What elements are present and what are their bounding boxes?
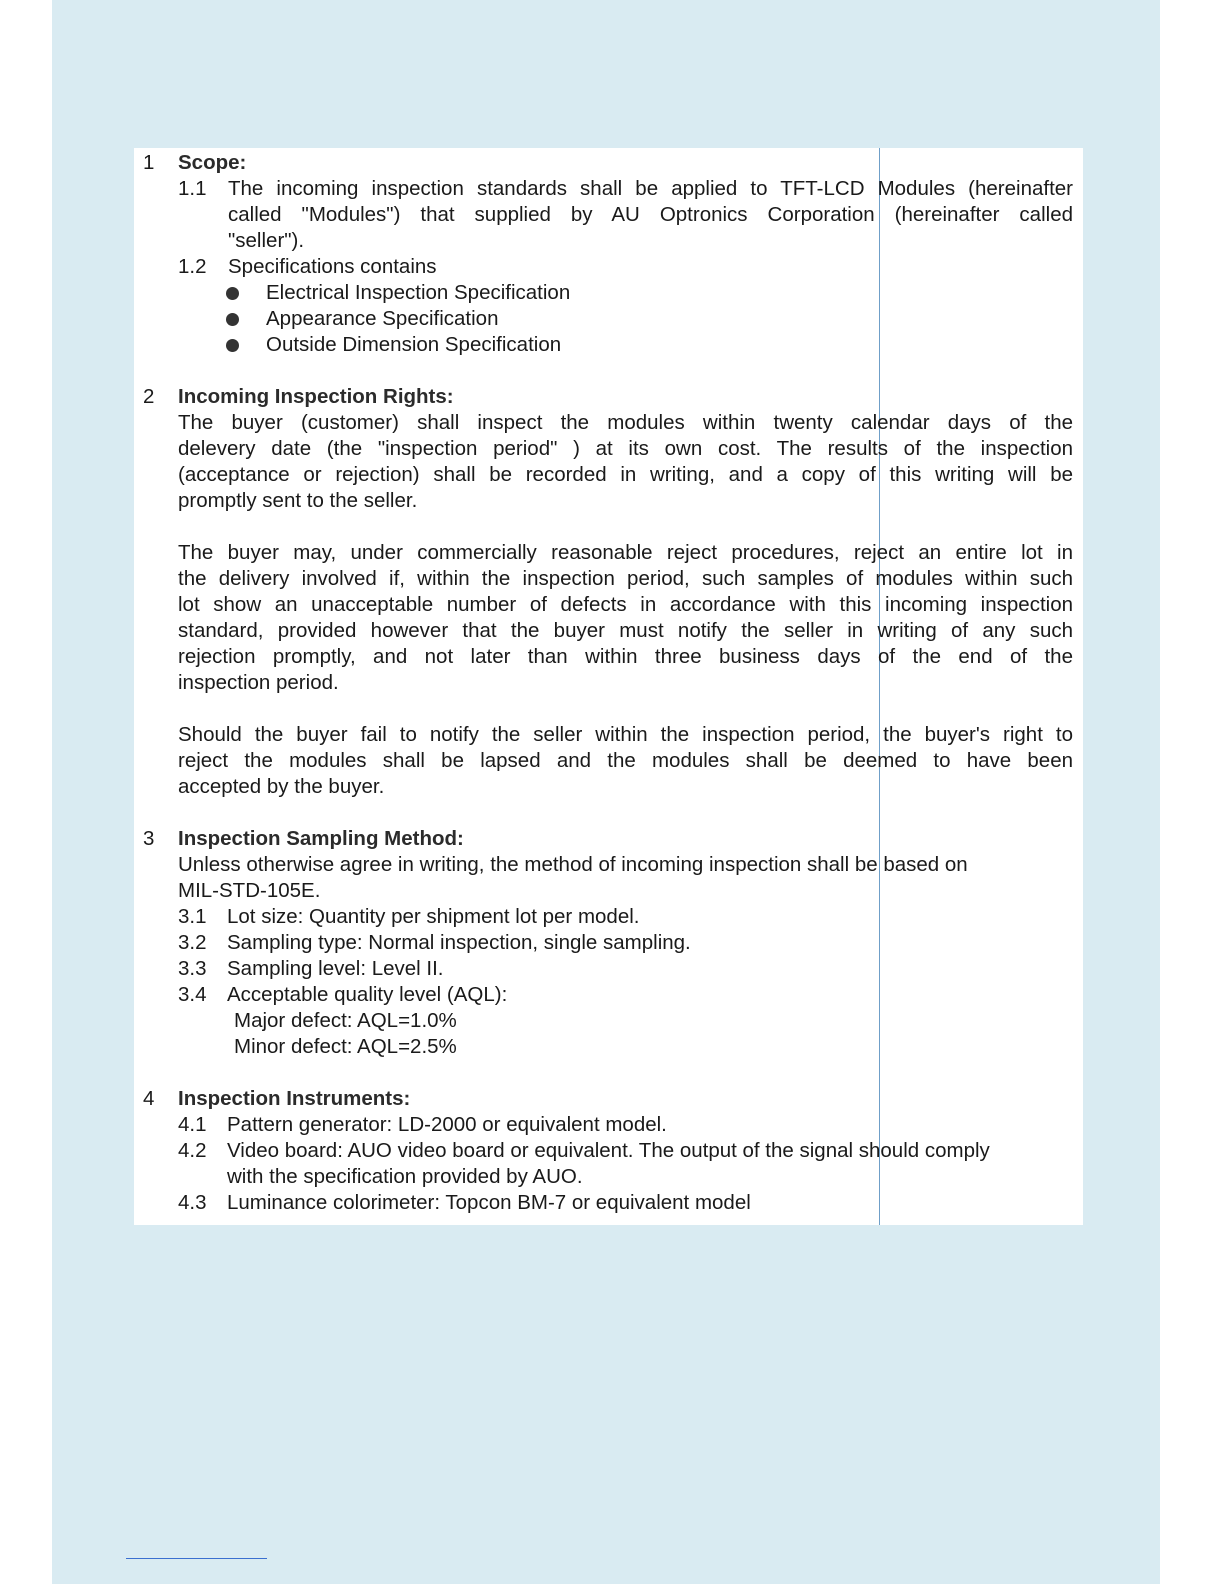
bullet-icon bbox=[226, 313, 239, 326]
section-2-title: Incoming Inspection Rights: bbox=[178, 385, 454, 408]
item-text: Luminance colorimeter: Topcon BM-7 or equivalent model bbox=[227, 1191, 751, 1214]
intro-line: MIL-STD-105E. bbox=[178, 879, 321, 902]
paragraph-line: inspection period. bbox=[178, 671, 339, 694]
bullet-icon bbox=[226, 287, 239, 300]
intro-line: Unless otherwise agree in writing, the method of incoming inspection shall be based on bbox=[178, 853, 968, 876]
section-1-number: 1 bbox=[143, 151, 155, 174]
paragraph-line: delevery date (the "inspection period" ) at its own cost. The results of the inspection bbox=[178, 437, 1073, 460]
item-1-2-line-1: Specifications contains bbox=[228, 255, 437, 278]
section-3-title: Inspection Sampling Method: bbox=[178, 827, 464, 850]
section-4-title: Inspection Instruments: bbox=[178, 1087, 411, 1110]
item-text: with the specification provided by AUO. bbox=[227, 1165, 583, 1188]
item-1-1-line-2: called "Modules") that supplied by AU Optronics Corporation (hereinafter called bbox=[228, 203, 1073, 226]
item-text: Video board: AUO video board or equivalent. The output of the signal should comply bbox=[227, 1139, 990, 1162]
bullet-item: Outside Dimension Specification bbox=[266, 333, 562, 356]
paragraph-line: accepted by the buyer. bbox=[178, 775, 385, 798]
sub-item-text: Minor defect: AQL=2.5% bbox=[234, 1035, 457, 1058]
paragraph-line: standard, provided however that the buyer must notify the seller in writing of any such bbox=[178, 619, 1073, 642]
paragraph-line: the delivery involved if, within the inspection period, such samples of modules within such bbox=[178, 567, 1073, 590]
section-3-number: 3 bbox=[143, 827, 155, 850]
section-4-number: 4 bbox=[143, 1087, 155, 1110]
item-1-1-line-1: The incoming inspection standards shall be applied to TFT-LCD Modules (hereinafter bbox=[228, 177, 1073, 200]
paragraph-line: (acceptance or rejection) shall be recorded in writing, and a copy of this writing will be bbox=[178, 463, 1073, 486]
item-text: Pattern generator: LD-2000 or equivalent model. bbox=[227, 1113, 667, 1136]
item-1-1-line-3: "seller"). bbox=[228, 229, 305, 252]
item-1-2-number: 1.2 bbox=[178, 255, 207, 278]
item-text: Lot size: Quantity per shipment lot per model. bbox=[227, 905, 640, 928]
section-1-title: Scope: bbox=[178, 151, 247, 174]
item-number: 4.1 bbox=[178, 1113, 207, 1136]
item-text: Sampling level: Level II. bbox=[227, 957, 444, 980]
item-text: Sampling type: Normal inspection, single sampling. bbox=[227, 931, 691, 954]
item-number: 4.2 bbox=[178, 1139, 207, 1162]
section-2-number: 2 bbox=[143, 385, 155, 408]
paragraph-line: lot show an unacceptable number of defects in accordance with this incoming inspection bbox=[178, 593, 1073, 616]
paragraph-line: promptly sent to the seller. bbox=[178, 489, 418, 512]
paragraph-line: The buyer may, under commercially reasonable reject procedures, reject an entire lot in bbox=[178, 541, 1073, 564]
paragraph-line: Should the buyer fail to notify the seller within the inspection period, the buyer's right to bbox=[178, 723, 1073, 746]
paragraph-line: rejection promptly, and not later than within three business days of the end of the bbox=[178, 645, 1073, 668]
bullet-item: Appearance Specification bbox=[266, 307, 499, 330]
sub-item-text: Major defect: AQL=1.0% bbox=[234, 1009, 457, 1032]
paragraph-line: The buyer (customer) shall inspect the modules within twenty calendar days of the bbox=[178, 411, 1073, 434]
bullet-icon bbox=[226, 339, 239, 352]
item-number: 3.4 bbox=[178, 983, 207, 1006]
paragraph-line: reject the modules shall be lapsed and the modules shall be deemed to have been bbox=[178, 749, 1073, 772]
item-number: 3.3 bbox=[178, 957, 207, 980]
item-1-1-number: 1.1 bbox=[178, 177, 207, 200]
bullet-item: Electrical Inspection Specification bbox=[266, 281, 571, 304]
item-number: 3.1 bbox=[178, 905, 207, 928]
item-number: 3.2 bbox=[178, 931, 207, 954]
item-number: 4.3 bbox=[178, 1191, 207, 1214]
item-text: Acceptable quality level (AQL): bbox=[227, 983, 508, 1006]
